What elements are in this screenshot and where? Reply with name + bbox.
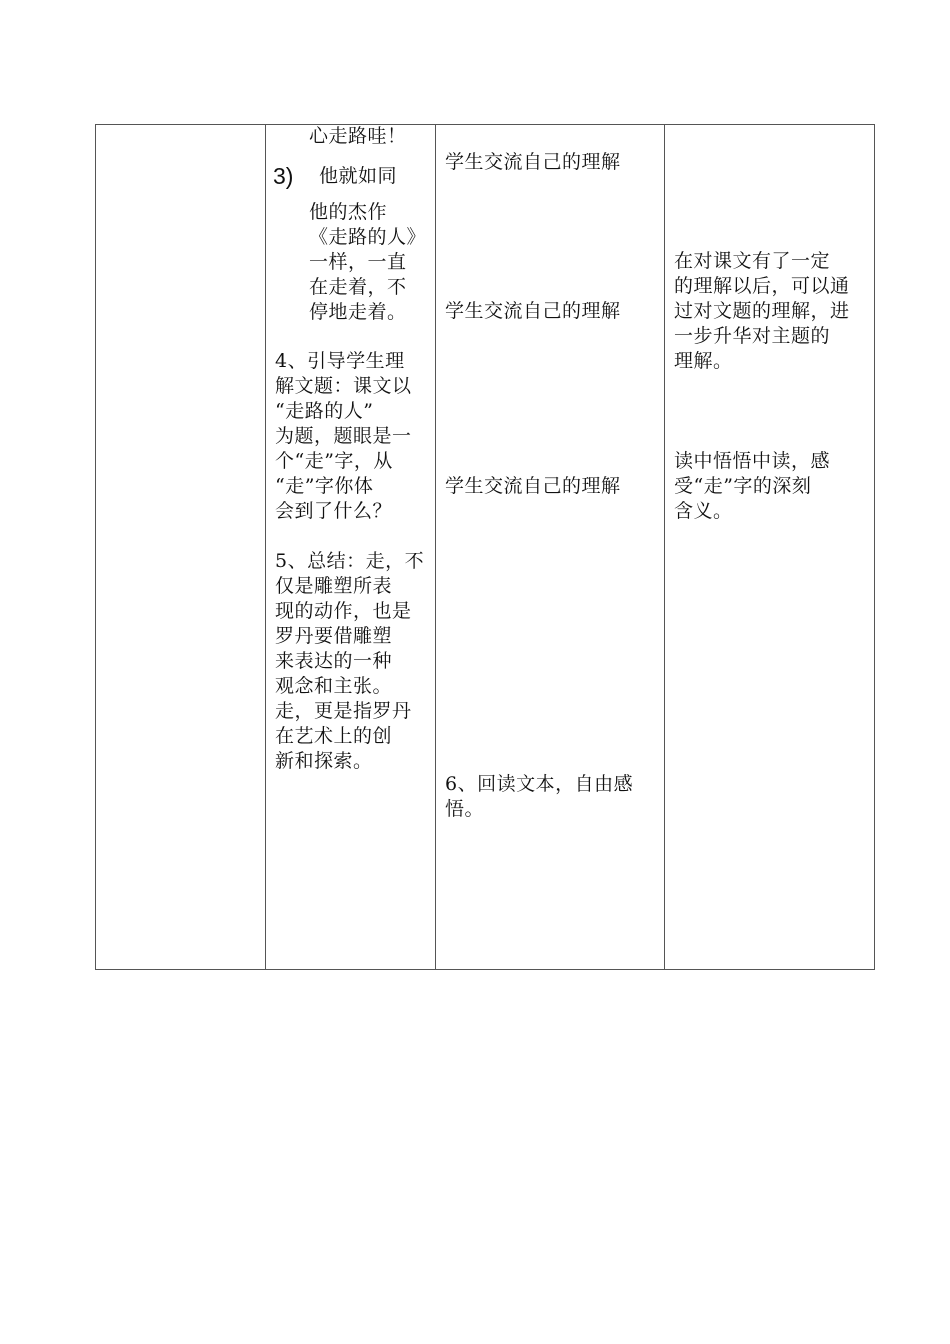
column-divider-1: [265, 124, 266, 970]
lesson-plan-table: [95, 124, 875, 970]
column-1-cell: [96, 125, 264, 969]
step-4-text: 4、引导学生理 解文题：课文以 “走路的人” 为题，题眼是一 个“走”字，从 “走”字你体 会到了什么？: [275, 350, 412, 522]
step-5-text: 5、总结：走，不 仅是雕塑所表 现的动作，也是 罗丹要借雕塑 来表达的一种 观念和主张。 走，更是指罗丹 在艺术上的创 新和探索。: [275, 550, 425, 772]
column-divider-2: [435, 124, 436, 970]
student-exchange-1: 学生交流自己的理解: [445, 151, 621, 173]
item-3-number: 3): [273, 163, 294, 189]
student-exchange-3: 学生交流自己的理解: [445, 475, 621, 497]
item-3-text: 他的杰作 《走路的人》 一样，一直 在走着，不 停地走着。: [309, 201, 427, 323]
step-6-text: 6、回读文本，自由感 悟。: [445, 773, 634, 820]
design-intent-1: 在对课文有了一定 的理解以后，可以通 过对文题的理解，进 一步升华对主题的 理解。: [674, 250, 850, 372]
student-exchange-2: 学生交流自己的理解: [445, 300, 621, 322]
item-3-first-line: 他就如同: [319, 165, 398, 187]
design-intent-2: 读中悟悟中读，感 受“走”字的深刻 含义。: [674, 450, 831, 522]
continuation-line: 心走路哇！: [309, 125, 407, 147]
column-divider-3: [664, 124, 665, 970]
